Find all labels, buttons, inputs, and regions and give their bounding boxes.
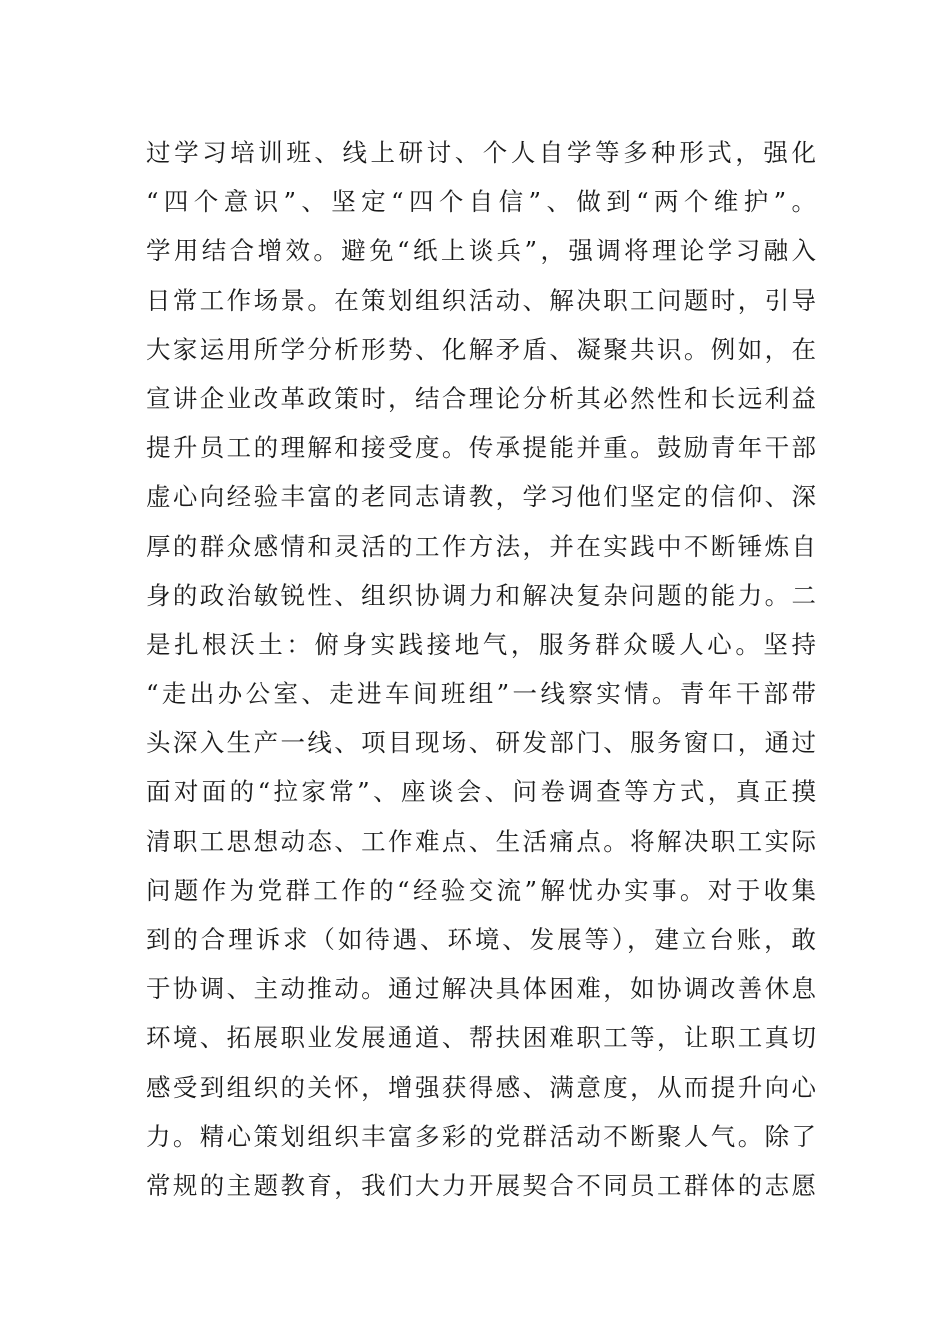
text-line: 过学习培训班、线上研讨、个人自学等多种形式，强化	[146, 138, 816, 167]
text-line: 提升员工的理解和接受度。传承提能并重。鼓励青年干部	[146, 433, 816, 463]
text-line: 虚心向经验丰富的老同志请教，学习他们坚定的信仰、深	[146, 482, 816, 512]
body-text	[146, 128, 816, 1210]
text-line: 环境、拓展职业发展通道、帮扶困难职工等，让职工真切	[146, 1023, 816, 1053]
text-line: 身的政治敏锐性、组织协调力和解决复杂问题的能力。二	[146, 580, 816, 610]
text-line: 厚的群众感情和灵活的工作方法，并在实践中不断锤炼自	[146, 531, 816, 561]
text-line: 到的合理诉求（如待遇、环境、发展等），建立台账，敢	[146, 925, 816, 954]
text-line: 宣讲企业改革政策时，结合理论分析其必然性和长远利益	[146, 383, 816, 413]
text-line: 面对面的“拉家常”、座谈会、问卷调查等方式，真正摸	[146, 777, 816, 807]
text-line: 感受到组织的关怀，增强获得感、满意度，从而提升向心	[146, 1072, 816, 1102]
text-line: 于协调、主动推动。通过解决具体困难，如协调改善休息	[146, 974, 816, 1004]
text-line: 常规的主题教育，我们大力开展契合不同员工群体的志愿	[146, 1170, 816, 1200]
text-line: “走出办公室、走进车间班组”一线察实情。青年干部带	[146, 679, 816, 709]
text-line: 力。精心策划组织丰富多彩的党群活动不断聚人气。除了	[146, 1121, 816, 1151]
text-line: 头深入生产一线、项目现场、研发部门、服务窗口，通过	[146, 728, 816, 758]
text-line: 大家运用所学分析形势、化解矛盾、凝聚共识。例如，在	[146, 334, 816, 364]
text-line: 是扎根沃土：俯身实践接地气，服务群众暖人心。坚持	[146, 629, 816, 659]
text-line: “四个意识”、坚定“四个自信”、做到“两个维护”。	[146, 187, 816, 217]
text-line: 问题作为党群工作的“经验交流”解忧办实事。对于收集	[146, 875, 816, 905]
text-line: 日常工作场景。在策划组织活动、解决职工问题时，引导	[146, 285, 816, 315]
text-line: 学用结合增效。避免“纸上谈兵”，强调将理论学习融入	[146, 236, 816, 266]
text-line: 清职工思想动态、工作难点、生活痛点。将解决职工实际	[146, 826, 816, 856]
